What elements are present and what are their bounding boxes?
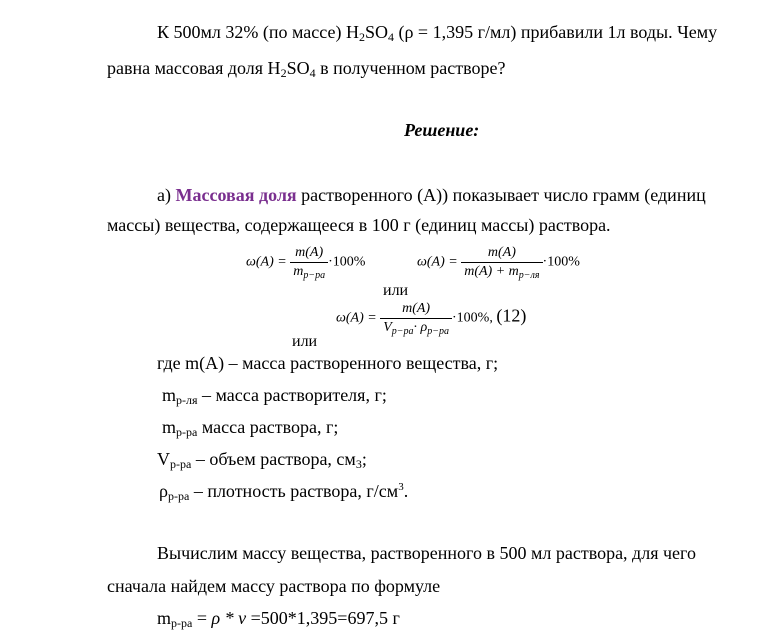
subscript: 2 (280, 66, 287, 80)
term-highlight: Массовая доля (175, 185, 297, 205)
formula-omega: ω(A) = (336, 310, 377, 326)
legend-text: – плотность раствора, г/см (189, 481, 399, 501)
formula-fraction (380, 300, 452, 337)
problem-text: в полученном растворе? (315, 58, 506, 78)
fraction-numerator: m(A) (380, 300, 452, 319)
m-sum: m(A) + m (464, 264, 519, 279)
density-formula: ρ * ν (211, 608, 247, 628)
item-marker: а) (157, 185, 176, 205)
formula-omega: ω(A) = (246, 254, 287, 270)
m-symbol: m (293, 264, 304, 279)
or-label-1: или (383, 282, 409, 299)
subscript: 4 (387, 30, 394, 44)
subscript: p−pa (391, 326, 414, 337)
subscript: p−pa (427, 326, 450, 337)
calc-line-1: Вычислим массу вещества, растворенного в 500 мл раствора, для чего (157, 543, 696, 563)
problem-text: К 500мл 32% (по массе) H (157, 22, 359, 42)
fraction-denominator (290, 263, 328, 281)
equals: = (192, 608, 212, 628)
v-symbol: V (383, 320, 392, 335)
equation-number: (12) (496, 305, 527, 326)
formula-times-100: ·100% (328, 254, 366, 270)
legend-text: – объем раствора, см (191, 449, 356, 469)
punctuation: . (403, 481, 409, 501)
problem-text: равна массовая доля H (107, 58, 281, 78)
calc-line-2: сначала найдем массу раствора по формуле (107, 576, 441, 596)
fraction-denominator (461, 263, 542, 281)
rho-symbol: · ρ (413, 320, 428, 335)
superscript: 3 (398, 481, 404, 493)
subscript: р-ра (171, 616, 193, 630)
symbol: ρ (159, 481, 168, 501)
subscript: 2 (358, 30, 365, 44)
problem-text: (ρ = 1,395 г/мл) прибавили 1л воды. Чему (393, 22, 718, 42)
formula-omega: ω(A) = (417, 254, 458, 270)
fraction-numerator: m(A) (290, 244, 328, 263)
fraction-denominator (380, 319, 452, 337)
subscript: 3 (355, 457, 362, 471)
symbol: m (162, 385, 177, 405)
symbol: m (162, 417, 177, 437)
or-label-2: или (292, 333, 318, 350)
problem-text: SO (364, 22, 388, 42)
subscript: p−pa (303, 270, 326, 281)
symbol: m (157, 608, 172, 628)
problem-line-1 (157, 21, 717, 43)
problem-line-2 (107, 57, 506, 79)
symbol: V (157, 449, 170, 469)
punctuation: ; (361, 449, 367, 469)
calc-line-3 (157, 607, 400, 629)
subscript: р-ра (176, 425, 198, 439)
formula-fraction (461, 244, 542, 281)
formula-fraction (290, 244, 328, 281)
definition-text: растворенного (А)) показывает число грамм (единиц (296, 185, 706, 205)
subscript: р-ра (170, 457, 192, 471)
subscript: 4 (309, 66, 316, 80)
legend-line-5 (159, 480, 408, 502)
formula-3 (336, 300, 526, 337)
formula-times-100: ·100%, (452, 310, 493, 326)
subscript: р-ра (167, 489, 190, 503)
formula-2 (417, 244, 580, 281)
definition-line-2: массы) вещества, содержащееся в 100 г (единиц массы) раствора. (107, 215, 611, 235)
fraction-numerator: m(A) (461, 244, 542, 263)
definition-line-1 (157, 184, 706, 206)
legend-line-3 (162, 416, 338, 438)
calc-result: =500*1,395=697,5 г (246, 608, 400, 628)
subscript: р-ля (176, 393, 198, 407)
legend-line-4 (157, 448, 367, 470)
solution-heading: Решение: (404, 120, 480, 140)
problem-text: SO (286, 58, 310, 78)
legend-text: масса раствора, г; (197, 417, 339, 437)
legend-line-1: где m(А) – масса растворенного вещества, г; (157, 353, 499, 373)
subscript: p−ля (518, 270, 540, 281)
legend-line-2 (162, 384, 387, 406)
formula-1 (246, 244, 365, 281)
legend-text: – масса растворителя, г; (197, 385, 387, 405)
formula-times-100: ·100% (542, 254, 580, 270)
